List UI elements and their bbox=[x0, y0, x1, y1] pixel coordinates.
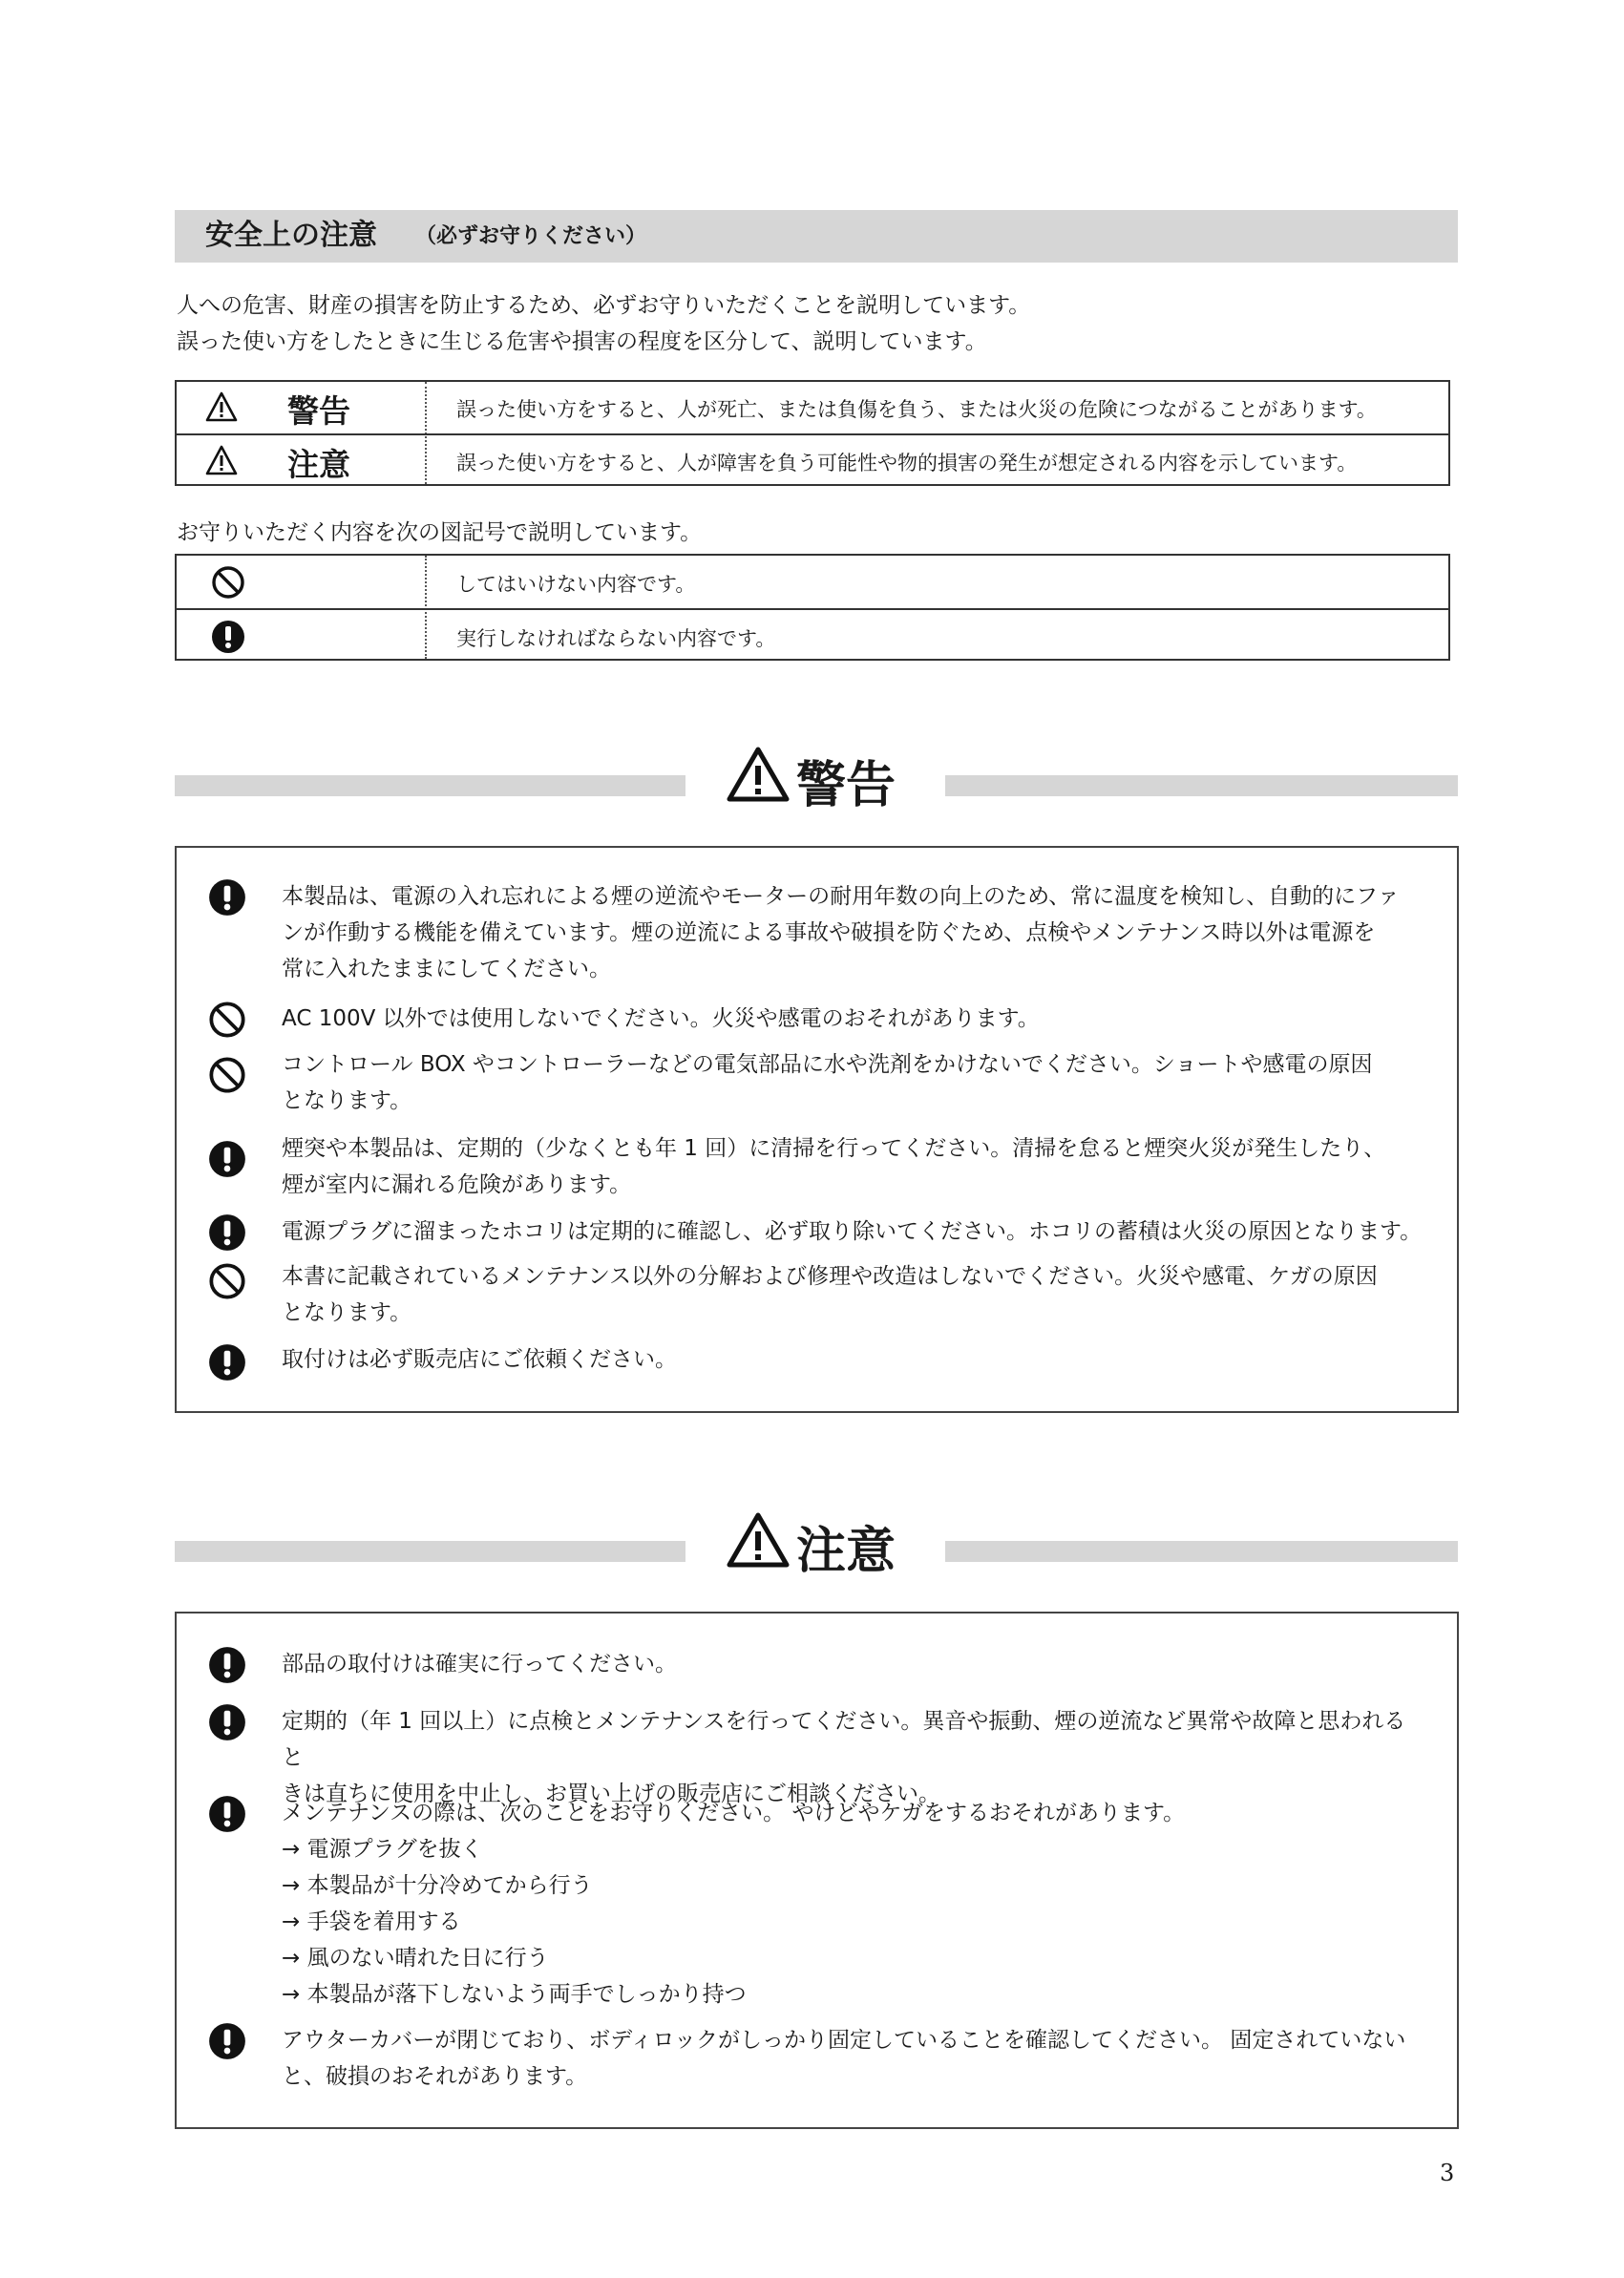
item-text-line: 本製品は、電源の入れ忘れによる煙の逆流やモーターの耐用年数の向上のため、常に温度を検知し、自動的にファ bbox=[282, 884, 1400, 909]
caution-section-title bbox=[726, 1510, 896, 1582]
symbol-desc-mandatory: 実行しなければならない内容です。 bbox=[456, 627, 776, 650]
item-text-line: きは直ちに使用を中止し、お買い上げの販売店にご相談ください。 bbox=[282, 1782, 940, 1806]
level-label-caution: 注意 bbox=[287, 446, 350, 483]
item-text-line: → 本製品が十分冷めてから行う bbox=[282, 1873, 593, 1898]
warning-box bbox=[175, 846, 1459, 1413]
item-text-line: 部品の取付けは確実に行ってください。 bbox=[282, 1652, 677, 1677]
item-text-line: → 本製品が落下しないよう両手でしっかり持つ bbox=[282, 1982, 747, 2007]
item-text-line: 煙突や本製品は、定期的（少なくとも年 1 回）に清掃を行ってください。清掃を怠ると煙突火災が発生したり、 bbox=[282, 1136, 1386, 1161]
mandatory-icon bbox=[208, 1703, 246, 1745]
mandatory-icon bbox=[208, 878, 246, 920]
symbol-intro: お守りいただく内容を次の図記号で説明しています。 bbox=[177, 520, 703, 545]
item-text-line: → 電源プラグを抜く bbox=[282, 1837, 483, 1862]
item-text-line: メンテナンスの際は、次のことをお守りください。 やけどやケガをするおそれがあります。 bbox=[282, 1801, 1186, 1825]
item-text-line: と、破損のおそれがあります。 bbox=[282, 2064, 588, 2089]
table-row bbox=[177, 556, 1448, 608]
intro-line-2: 誤った使い方をしたときに生じる危害や損害の程度を区分して、説明しています。 bbox=[177, 329, 987, 354]
page-number: 3 bbox=[1440, 2160, 1455, 2186]
mandatory-icon bbox=[208, 1646, 246, 1688]
level-desc-warning: 誤った使い方をすると、人が死亡、または負傷を負う、または火災の危険につながることがあります。 bbox=[456, 398, 1377, 421]
section-divider-left bbox=[175, 1541, 685, 1562]
warning-triangle-icon bbox=[726, 1511, 791, 1581]
mandatory-icon bbox=[208, 1213, 246, 1255]
item-text-line: となります。 bbox=[282, 1300, 412, 1325]
mandatory-icon bbox=[208, 1343, 246, 1385]
mandatory-icon bbox=[208, 1795, 246, 1837]
item-text-line: となります。 bbox=[282, 1088, 412, 1113]
item-text-line: 取付けは必ず販売店にご依頼ください。 bbox=[282, 1347, 677, 1372]
item-text-line: → 風のない晴れた日に行う bbox=[282, 1946, 549, 1971]
intro-line-1: 人への危害、財産の損害を防止するため、必ずお守りいただくことを説明しています。 bbox=[177, 293, 1031, 318]
prohibited-icon bbox=[208, 1001, 246, 1043]
table-row bbox=[177, 608, 1448, 663]
item-text-line: 本書に記載されているメンテナンス以外の分解および修理や改造はしないでください。火災や感電、ケガの原因 bbox=[282, 1264, 1378, 1289]
table-row bbox=[177, 382, 1448, 433]
mandatory-icon bbox=[208, 1140, 246, 1182]
symbol-table bbox=[175, 554, 1450, 661]
section-divider-right bbox=[945, 1541, 1458, 1562]
item-text-line: アウターカバーが閉じており、ボディロックがしっかり固定していることを確認してください。 固定されていない bbox=[282, 2028, 1406, 2053]
symbol-desc-prohibited: してはいけない内容です。 bbox=[456, 573, 696, 596]
item-text-line: AC 100V 以外では使用しないでください。火災や感電のおそれがあります。 bbox=[282, 1006, 1040, 1031]
prohibited-icon bbox=[208, 1262, 246, 1304]
warning-title-text: 警告 bbox=[796, 757, 896, 814]
page-title: 安全上の注意 bbox=[205, 219, 377, 252]
item-text-line: 定期的（年 1 回以上）に点検とメンテナンスを行ってください。異音や振動、煙の逆流など異常や故障と思われると bbox=[282, 1709, 1406, 1770]
page-subtitle: （必ずお守りください） bbox=[415, 224, 647, 248]
warning-triangle-icon bbox=[205, 390, 238, 427]
section-divider-right bbox=[945, 775, 1458, 796]
warning-triangle-icon bbox=[205, 444, 238, 480]
level-label-warning: 警告 bbox=[287, 392, 350, 430]
warning-triangle-icon bbox=[726, 746, 791, 815]
item-text-line: 電源プラグに溜まったホコリは定期的に確認し、必ず取り除いてください。ホコリの蓄積は火災の原因となります。 bbox=[282, 1219, 1423, 1244]
item-text-line: コントロール BOX やコントローラーなどの電気部品に水や洗剤をかけないでください。ショートや感電の原因 bbox=[282, 1052, 1373, 1077]
hazard-level-table bbox=[175, 380, 1450, 486]
mandatory-icon bbox=[211, 620, 245, 658]
table-row bbox=[177, 433, 1448, 488]
caution-box bbox=[175, 1612, 1459, 2129]
item-text-line: 煙が室内に漏れる危険があります。 bbox=[282, 1172, 632, 1197]
caution-title-text: 注意 bbox=[796, 1523, 896, 1580]
section-divider-left bbox=[175, 775, 685, 796]
mandatory-icon bbox=[208, 2022, 246, 2064]
level-desc-caution: 誤った使い方をすると、人が障害を負う可能性や物的損害の発生が想定される内容を示しています。 bbox=[456, 452, 1358, 475]
item-text-line: 常に入れたままにしてください。 bbox=[282, 957, 611, 981]
prohibited-icon bbox=[208, 1056, 246, 1098]
warning-section-title bbox=[726, 745, 896, 816]
item-text-line: ンが作動する機能を備えています。煙の逆流による事故や破損を防ぐため、点検やメンテナンス時以外は電源を bbox=[282, 920, 1376, 945]
prohibited-icon bbox=[211, 565, 245, 603]
item-text-line: → 手袋を着用する bbox=[282, 1909, 461, 1934]
